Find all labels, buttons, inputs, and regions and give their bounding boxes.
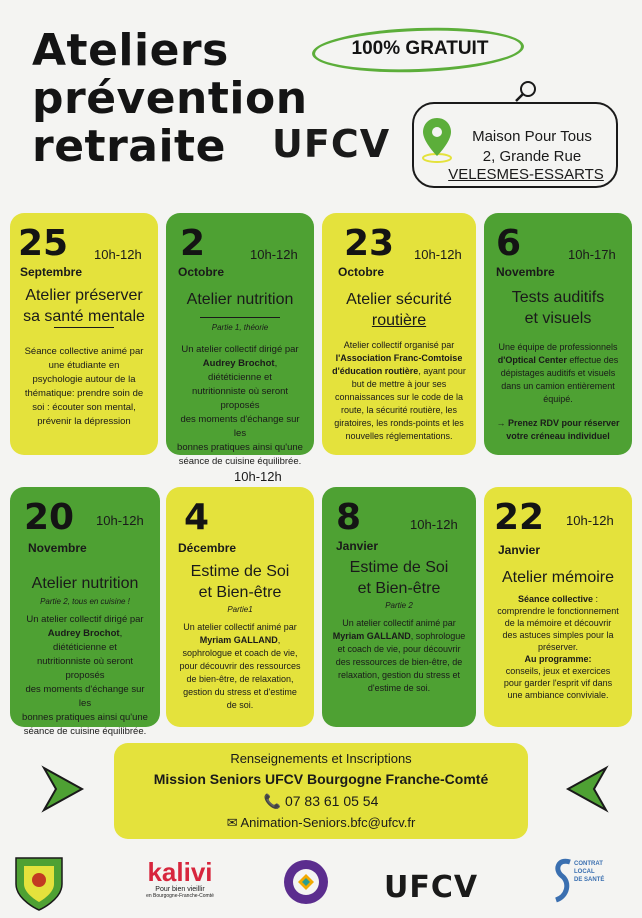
event-description: Séance collective : comprendre le fonctionnement de la mémoire et découvrir des astuces simples pour la préserver. Au programme: conseils, jeux et exercices pour garder l'esprit vif dans une ambiance conviviale. [497,594,619,700]
event-day: 8 [336,497,362,538]
event-time: 10h-12h [566,513,614,528]
circle-badge-logo [282,858,330,906]
event-time: 10h-12h [250,247,298,262]
event-description: Un atelier collectif animé par Myriam GALLAND, sophrologue et coach de vie, pour découvrir des ressources de bien-être, de relaxation, gestion du stress et d'estime de soi. [332,618,466,693]
arrow-right-icon [42,766,84,812]
event-subtitle: Partie1 [227,605,253,614]
free-badge: 100% GRATUIT [351,38,489,59]
contrat-local-sante-logo [552,856,624,910]
title-line-3: retraite [32,121,226,172]
event-month: Novembre [28,541,87,555]
event-description: Un atelier collectif animé par Myriam GALLAND, sophrologue et coach de vie, pour découvrir des ressources de bien-être, de relaxation, gestion du stress et d'estime de soi. [179,622,301,710]
kalivi-tagline: Pour bien vieillir [155,886,205,893]
event-month: Janvier [498,543,541,557]
kalivi-tagline-2: en Bourgogne-Franche-Comté [146,893,214,899]
contact-phone[interactable]: 07 83 61 05 54 [284,793,379,809]
event-month: Octobre [178,265,225,279]
event-month: Octobre [338,265,385,279]
arrow-left-icon [566,766,608,812]
location-street: 2, Grande Rue [482,148,582,165]
event-month: Septembre [20,265,83,279]
event-time: 10h-12h [410,517,458,532]
event-title: Atelier sécurité routière [346,291,452,329]
event-title: Atelier nutrition [31,575,139,592]
event-card-4-december [166,487,314,727]
cls-symbol-icon [552,856,574,906]
divider [54,327,114,328]
event-day: 25 [18,223,69,264]
event-title: Tests auditifs et visuels [511,289,605,327]
kalivi-logo [140,858,220,910]
event-title: Atelier mémoire [501,569,615,586]
event-day: 4 [184,497,210,538]
event-day: 2 [180,223,206,264]
magnifier-icon [514,79,538,103]
ufcv-logo: UFCV [384,870,479,905]
event-card-8-january [322,487,476,727]
divider [200,317,280,318]
event-time: 10h-12h [94,247,142,262]
event-card-6-november [484,213,632,455]
contact-email-row [114,815,528,831]
email-icon: ✉ [226,815,238,830]
contact-org: Mission Seniors UFCV Bourgogne Franche-Comté [153,771,489,787]
brand-ufcv: UFCV [272,122,391,166]
event-card-25-september [10,213,158,455]
booking-note: → Prenez RDV pour réserver votre créneau individuel [496,418,620,441]
event-month: Décembre [178,541,237,555]
event-card-22-january [484,487,632,727]
contact-heading: Renseignements et Inscriptions [230,751,412,766]
event-month: Janvier [336,539,379,553]
title-line-1: Ateliers [32,25,229,76]
event-subtitle: Partie 1, théorie [211,323,269,332]
title-line-2: prévention [32,73,308,124]
event-title: Estime de Soi et Bien-être [349,559,449,597]
town-crest-logo [12,854,66,912]
location-town: VELESMES-ESSARTS [448,166,604,183]
event-day: 6 [496,223,522,264]
location-place: Maison Pour Tous [472,128,592,145]
event-title: Atelier nutrition [186,291,294,308]
phone-icon: 📞 [263,793,282,809]
event-card-23-october [322,213,476,455]
event-time-4-december: 10h-12h [234,469,282,484]
event-description: Une équipe de professionnels d'Optical Center effectue des dépistages auditifs et visuels dans un camion entièrement équipé. [497,342,619,404]
event-title: Estime de Soi et Bien-être [190,563,290,601]
event-subtitle: Partie 2 [385,601,413,610]
cls-line-1: CONTRAT [574,861,603,867]
event-month: Novembre [496,265,555,279]
event-subtitle: Partie 2, tous en cuisine ! [40,597,130,606]
event-day: 20 [24,497,75,538]
event-description: Un atelier collectif dirigé par Audrey Brochot, diététicienne et nutritionniste où seront proposés des moments d'échange sur les bonnes pratiques ainsi qu'une séance de cuisine équilibrée. [177,344,303,467]
contact-box [114,743,528,839]
contact-phone-row [114,793,528,810]
event-day: 22 [494,497,545,538]
event-time: 10h-12h [414,247,462,262]
kalivi-wordmark: kalivi [147,857,213,887]
event-description: Un atelier collectif dirigé par Audrey Brochot, diététicienne et nutritionniste où seront proposés des moments d'échange sur les bonnes pratiques ainsi qu'une séance de cuisine équilibrée. [22,614,148,737]
cls-line-3: DE SANTÉ [574,877,605,883]
event-title: Atelier préserver sa santé mentale [23,287,145,325]
event-day: 23 [344,223,395,264]
map-pin-icon [420,116,454,166]
contact-email[interactable]: Animation-Seniors.bfc@ufcv.fr [240,815,416,830]
cls-line-2: LOCAL [574,869,595,875]
event-card-2-october [166,213,314,467]
event-time: 10h-17h [568,247,616,262]
event-description: Séance collective animé par une étudiante en psychologie autour de la thématique: prendre soin de soi : écouter son mental, prévenir la dépression [24,346,144,427]
event-card-20-november [10,487,160,737]
event-time: 10h-12h [96,513,144,528]
event-description: Atelier collectif organisé par l'Association Franc-Comtoise d'éducation routière, ayant pour but de mettre à jour ses connaissances sur le code de la route, la sécurité routière, les giratoires, les ronds-points et les nouvelles réglementations. [332,340,466,441]
